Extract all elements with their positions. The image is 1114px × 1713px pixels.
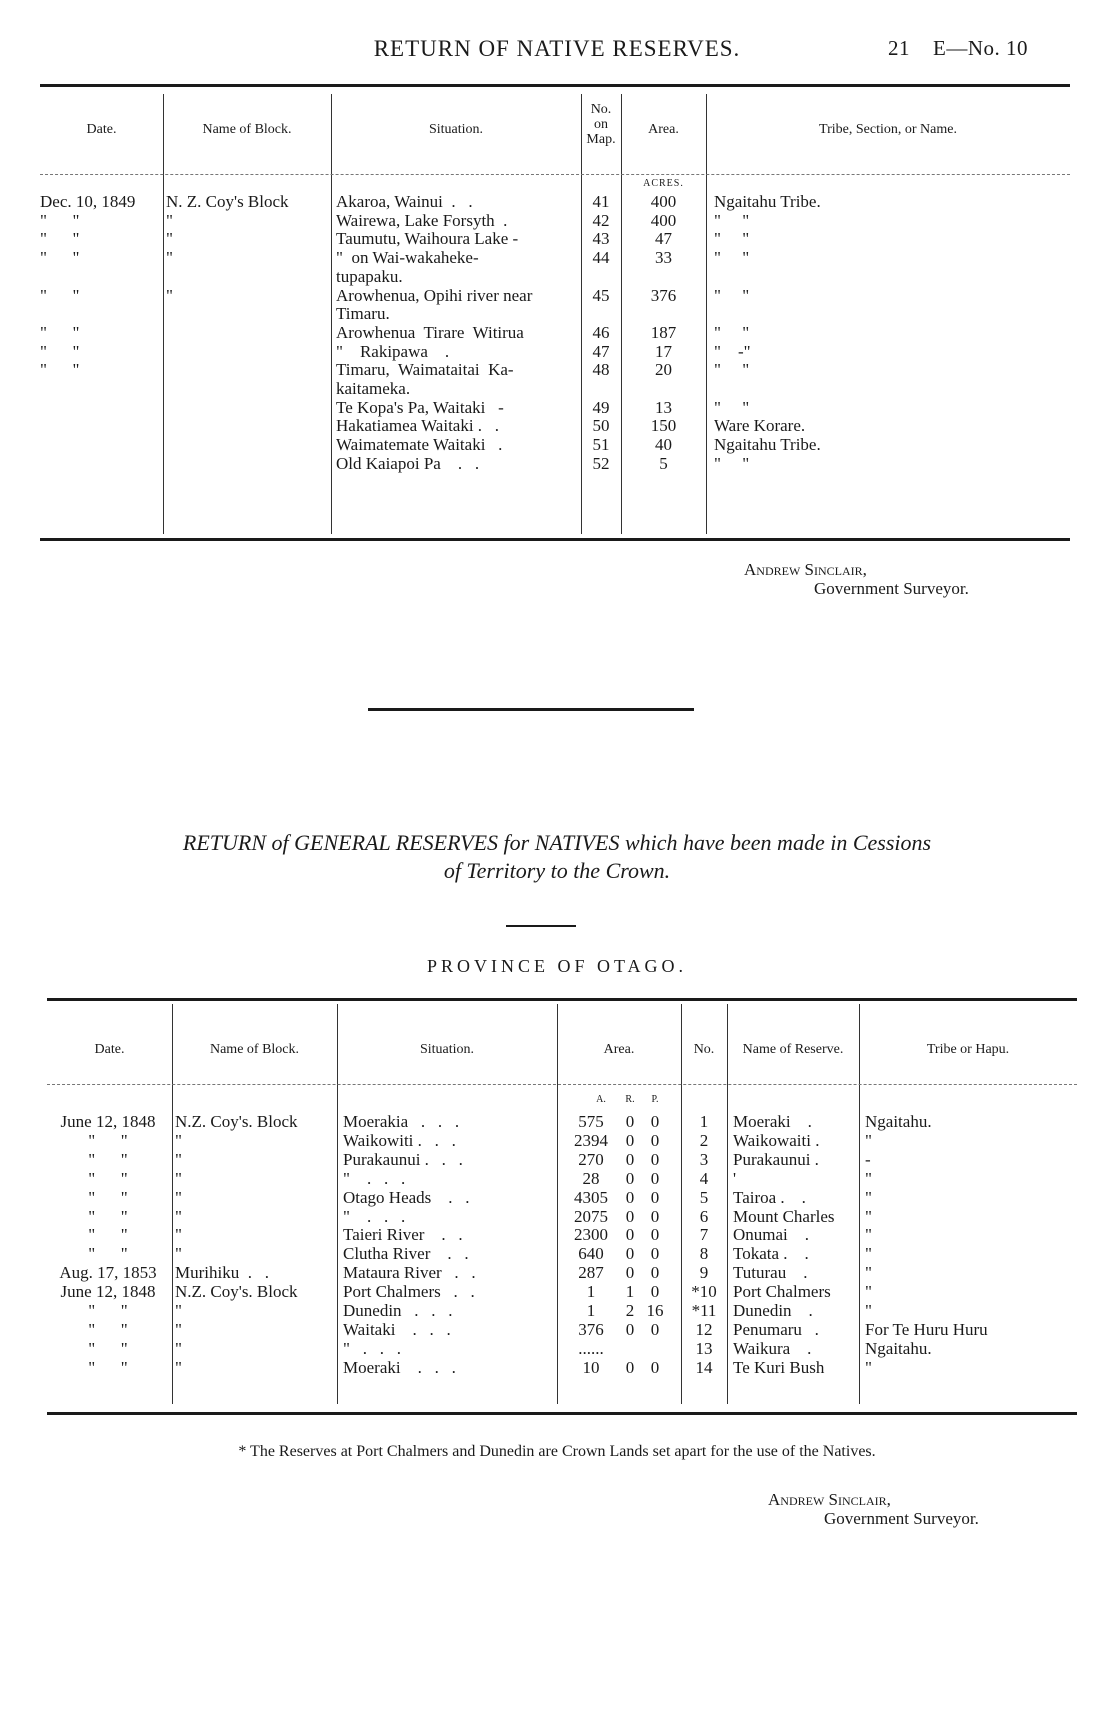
cell-tribe: " bbox=[865, 1282, 872, 1302]
native-reserves-table bbox=[40, 86, 1070, 542]
cell-situation: " . . . bbox=[343, 1206, 406, 1226]
cell-area-roods: 0 bbox=[625, 1168, 635, 1188]
cell-date: " " bbox=[88, 1357, 128, 1377]
cell-block: " bbox=[166, 229, 173, 249]
section2-title-line1: RETURN of GENERAL RESERVES for NATIVES which have been made in Cessions bbox=[182, 830, 932, 855]
cell-area-perches: 0 bbox=[650, 1168, 660, 1188]
cell-situation: Taumutu, Waihoura Lake - bbox=[336, 229, 519, 249]
cell-no: 14 bbox=[695, 1357, 713, 1377]
table-row bbox=[40, 286, 1070, 306]
cell-area: 150 bbox=[650, 416, 677, 436]
cell-map-no: 51 bbox=[592, 435, 610, 455]
cell-situation: Arowhenua Tirare Witirua bbox=[336, 322, 524, 342]
cell-no: 3 bbox=[699, 1149, 709, 1169]
cell-block: " bbox=[175, 1301, 182, 1320]
cell-block: " bbox=[175, 1149, 182, 1169]
cell-no: 6 bbox=[699, 1206, 709, 1226]
col-header-situation: Situation. bbox=[419, 1042, 475, 1057]
cell-map-no: 47 bbox=[592, 341, 610, 361]
cell-tribe: " bbox=[865, 1357, 872, 1377]
cell-block: " bbox=[175, 1206, 182, 1226]
cell-area: 5 bbox=[659, 453, 668, 473]
area-unit-p: P. bbox=[651, 1094, 659, 1105]
cell-area-acres: 2075 bbox=[574, 1206, 608, 1226]
cell-situation: Wairewa, Lake Forsyth . bbox=[336, 210, 508, 230]
cell-area-acres: 2394 bbox=[574, 1130, 608, 1150]
cell-tribe: Ware Korare. bbox=[714, 416, 806, 436]
cell-situation: Port Chalmers . . bbox=[343, 1282, 475, 1302]
cell-situation: Te Kopa's Pa, Waitaki - bbox=[336, 397, 504, 417]
table-row bbox=[47, 1169, 1077, 1189]
area-unit-a: A. bbox=[596, 1094, 606, 1105]
cell-block: Murihiku . . bbox=[175, 1263, 269, 1283]
cell-date: " " bbox=[40, 248, 80, 268]
cell-date: " " bbox=[88, 1244, 128, 1264]
cell-reserve: Dunedin . bbox=[733, 1301, 813, 1320]
col-header-block: Name of Block. bbox=[209, 1042, 300, 1057]
cell-date: " " bbox=[88, 1187, 128, 1207]
cell-block: " bbox=[175, 1338, 182, 1358]
cell-area-roods: 0 bbox=[625, 1149, 635, 1169]
col-header-reserve: Name of Reserve. bbox=[742, 1042, 844, 1057]
cell-area: 33 bbox=[655, 248, 672, 268]
col-header-date: Date. bbox=[94, 1042, 125, 1057]
cell-date: " " bbox=[40, 229, 80, 249]
table-row bbox=[47, 1263, 1077, 1283]
cell-situation: Hakatiamea Waitaki . . bbox=[336, 416, 500, 436]
cell-situation: Taieri River . . bbox=[343, 1225, 463, 1245]
table-row bbox=[47, 1320, 1077, 1340]
cell-area-perches: 0 bbox=[650, 1130, 660, 1150]
area-unit-r: R. bbox=[625, 1094, 635, 1105]
table-row bbox=[47, 1358, 1077, 1378]
table-row bbox=[40, 248, 1070, 268]
cell-reserve: Mount Charles bbox=[733, 1206, 835, 1226]
table-row bbox=[47, 1150, 1077, 1170]
cell-date: " " bbox=[40, 360, 80, 380]
cell-date: " " bbox=[40, 210, 80, 230]
footnote: * The Reserves at Port Chalmers and Dunedin are Crown Lands set apart for the use of the Natives. bbox=[238, 1443, 876, 1460]
cell-area-perches: 0 bbox=[650, 1282, 660, 1302]
signature-name-2: Andrew Sinclair, bbox=[768, 1490, 891, 1509]
table1-bottom-rule bbox=[40, 538, 1070, 541]
cell-no: 7 bbox=[699, 1225, 709, 1245]
col-header-tribe: Tribe or Hapu. bbox=[926, 1042, 1010, 1057]
col-header-tribe: Tribe, Section, or Name. bbox=[819, 122, 957, 137]
cell-area-roods: 0 bbox=[625, 1130, 635, 1150]
cell-reserve: Waikowaiti . bbox=[733, 1130, 820, 1150]
cell-reserve: Waikura . bbox=[733, 1338, 812, 1358]
cell-reserve: Purakaunui . bbox=[733, 1149, 819, 1169]
table-row bbox=[40, 435, 1070, 455]
col-header-no-line3: Map. bbox=[586, 132, 616, 147]
header-title: RETURN OF NATIVE RESERVES. bbox=[373, 36, 741, 61]
cell-situation: Mataura River . . bbox=[343, 1263, 476, 1283]
cell-area: 17 bbox=[655, 341, 672, 361]
cell-area: 47 bbox=[655, 229, 672, 249]
cell-tribe: " " bbox=[714, 322, 750, 342]
cell-area: 400 bbox=[650, 192, 677, 211]
cell-map-no: 42 bbox=[592, 210, 610, 230]
cell-map-no: 46 bbox=[592, 322, 610, 342]
section-separator bbox=[368, 708, 694, 711]
cell-reserve: Onumai . bbox=[733, 1225, 810, 1245]
cell-map-no: 52 bbox=[592, 453, 610, 473]
signature-title-1: Government Surveyor. bbox=[814, 579, 969, 598]
col-header-no-line2: on bbox=[594, 117, 608, 132]
cell-tribe: " " bbox=[714, 360, 750, 380]
col-header-date: Date. bbox=[86, 122, 117, 137]
cell-tribe: " bbox=[865, 1244, 872, 1264]
cell-date: " " bbox=[88, 1225, 128, 1245]
cell-no: *11 bbox=[691, 1301, 717, 1320]
cell-no: 2 bbox=[699, 1130, 709, 1150]
cell-date: June 12, 1848 bbox=[60, 1282, 156, 1302]
cell-area-acres: 1 bbox=[586, 1282, 596, 1302]
cell-tribe: " " bbox=[714, 397, 750, 417]
cell-area: 13 bbox=[655, 397, 672, 417]
cell-block: N.Z. Coy's. Block bbox=[175, 1112, 298, 1131]
province-heading: PROVINCE OF OTAGO. bbox=[426, 956, 688, 976]
cell-tribe: " " bbox=[714, 210, 750, 230]
header-divider bbox=[47, 1084, 1077, 1085]
cell-area-perches: 0 bbox=[650, 1206, 660, 1226]
table-row bbox=[40, 323, 1070, 343]
short-title-rule bbox=[506, 925, 576, 927]
col-header-situation: Situation. bbox=[428, 122, 484, 137]
cell-area-acres: 4305 bbox=[574, 1187, 608, 1207]
cell-tribe: Ngaitahu Tribe. bbox=[714, 435, 821, 455]
cell-situation: tupapaku. bbox=[336, 266, 403, 286]
table-row bbox=[47, 1244, 1077, 1264]
cell-tribe: Ngaitahu. bbox=[865, 1338, 932, 1358]
cell-no: 13 bbox=[695, 1338, 713, 1358]
cell-situation: kaitameka. bbox=[336, 379, 411, 398]
cell-date: " " bbox=[40, 285, 80, 305]
cell-map-no: 44 bbox=[592, 248, 610, 268]
cell-area-acres: 2300 bbox=[574, 1225, 608, 1245]
cell-area-perches: 0 bbox=[650, 1244, 660, 1264]
signature-block-1 bbox=[744, 560, 1044, 599]
cell-area-perches: 0 bbox=[650, 1319, 660, 1339]
cell-no: 9 bbox=[699, 1263, 709, 1283]
col-header-no-line1: No. bbox=[590, 102, 612, 117]
cell-no: 12 bbox=[695, 1319, 713, 1339]
header-page-ref: 21 E—No. 10 bbox=[888, 36, 1028, 60]
signature-title-2: Government Surveyor. bbox=[824, 1509, 979, 1528]
table-row bbox=[47, 1207, 1077, 1227]
cell-situation: Arowhenua, Opihi river near bbox=[336, 285, 533, 305]
table-row bbox=[47, 1225, 1077, 1245]
cell-area-perches: 0 bbox=[650, 1263, 660, 1283]
table-row bbox=[47, 1188, 1077, 1208]
cell-no: 8 bbox=[699, 1244, 709, 1264]
cell-date: " " bbox=[88, 1319, 128, 1339]
cell-area-acres: 640 bbox=[578, 1244, 604, 1264]
cell-area-acres: 10 bbox=[582, 1357, 600, 1377]
cell-no: 5 bbox=[699, 1187, 709, 1207]
cell-area-roods: 0 bbox=[625, 1112, 635, 1131]
cell-situation: Otago Heads . . bbox=[343, 1187, 470, 1207]
cell-reserve: Te Kuri Bush bbox=[733, 1357, 825, 1377]
cell-map-no: 43 bbox=[592, 229, 610, 249]
cell-area-acres: 575 bbox=[578, 1112, 604, 1131]
table-row bbox=[40, 229, 1070, 249]
cell-area-perches: 0 bbox=[650, 1112, 660, 1131]
cell-map-no: 45 bbox=[592, 285, 610, 305]
cell-tribe: " bbox=[865, 1187, 872, 1207]
cell-tribe: Ngaitahu. bbox=[865, 1112, 932, 1131]
section2-title-line2: of Territory to the Crown. bbox=[443, 858, 671, 883]
cell-area-roods: 0 bbox=[625, 1244, 635, 1264]
cell-tribe: " -" bbox=[714, 341, 751, 361]
cell-block: " bbox=[175, 1187, 182, 1207]
cell-area-acres: 270 bbox=[578, 1149, 604, 1169]
cell-block: " bbox=[166, 285, 173, 305]
cell-situation: Old Kaiapoi Pa . . bbox=[336, 453, 480, 473]
cell-reserve: Tuturau . bbox=[733, 1263, 808, 1283]
cell-area: 40 bbox=[655, 435, 672, 455]
cell-reserve: Tokata . . bbox=[733, 1244, 809, 1264]
cell-map-no: 48 bbox=[592, 360, 610, 380]
cell-area-roods: 0 bbox=[625, 1357, 635, 1377]
cell-area-roods: 0 bbox=[625, 1263, 635, 1283]
cell-area: 187 bbox=[650, 322, 677, 342]
cell-tribe: " " bbox=[714, 229, 750, 249]
table-row bbox=[40, 379, 1070, 399]
cell-date: " " bbox=[88, 1206, 128, 1226]
table-row bbox=[40, 454, 1070, 474]
table-row bbox=[40, 398, 1070, 418]
cell-block: " bbox=[175, 1319, 182, 1339]
cell-reserve: ' bbox=[733, 1168, 737, 1188]
cell-area-roods: 0 bbox=[625, 1187, 635, 1207]
cell-block: N.Z. Coy's. Block bbox=[175, 1282, 298, 1302]
signature-name-1: Andrew Sinclair, bbox=[744, 560, 867, 579]
cell-block: " bbox=[166, 210, 173, 230]
cell-area-perches: 0 bbox=[650, 1357, 660, 1377]
cell-situation: " on Wai-wakaheke- bbox=[336, 248, 479, 268]
header-divider bbox=[40, 174, 1070, 175]
cell-tribe: " bbox=[865, 1168, 872, 1188]
cell-block: N. Z. Coy's Block bbox=[166, 192, 289, 211]
cell-area-acres: 1 bbox=[586, 1301, 596, 1320]
table-row bbox=[40, 192, 1070, 212]
table-row bbox=[47, 1131, 1077, 1151]
cell-date: " " bbox=[88, 1168, 128, 1188]
cell-tribe: " bbox=[865, 1263, 872, 1283]
area-unit-label: ACRES. bbox=[643, 178, 684, 189]
cell-tribe: " " bbox=[714, 453, 750, 473]
cell-tribe: " " bbox=[714, 285, 750, 305]
table-row bbox=[40, 416, 1070, 436]
cell-tribe: - bbox=[865, 1149, 871, 1169]
table-row bbox=[40, 211, 1070, 231]
cell-tribe: " bbox=[865, 1301, 872, 1320]
cell-area-roods: 1 bbox=[625, 1282, 635, 1302]
cell-area-perches: 0 bbox=[650, 1225, 660, 1245]
cell-block: " bbox=[175, 1357, 182, 1377]
cell-date: Dec. 10, 1849 bbox=[40, 192, 136, 211]
cell-date: June 12, 1848 bbox=[60, 1112, 156, 1131]
cell-block: " bbox=[175, 1225, 182, 1245]
col-header-block: Name of Block. bbox=[202, 122, 292, 137]
cell-area-perches: 0 bbox=[650, 1149, 660, 1169]
cell-date: " " bbox=[88, 1149, 128, 1169]
cell-situation: Clutha River . . bbox=[343, 1244, 469, 1264]
cell-tribe: For Te Huru Huru bbox=[865, 1319, 988, 1339]
col-header-no: No. bbox=[693, 1042, 715, 1057]
cell-area: 20 bbox=[655, 360, 672, 380]
cell-situation: " Rakipawa . bbox=[336, 341, 450, 361]
cell-situation: " . . . bbox=[343, 1168, 406, 1188]
table2-bottom-rule bbox=[47, 1412, 1077, 1415]
cell-area-roods: 2 bbox=[625, 1301, 635, 1320]
cell-situation: Moeraki . . . bbox=[343, 1357, 456, 1377]
cell-area: 400 bbox=[650, 210, 677, 230]
cell-date: " " bbox=[88, 1301, 128, 1320]
cell-block: " bbox=[175, 1130, 182, 1150]
table-row bbox=[40, 267, 1070, 287]
cell-tribe: " bbox=[865, 1206, 872, 1226]
cell-tribe: Ngaitahu Tribe. bbox=[714, 192, 821, 211]
cell-tribe: " bbox=[865, 1225, 872, 1245]
cell-area-perches: 0 bbox=[650, 1187, 660, 1207]
cell-map-no: 41 bbox=[592, 192, 610, 211]
cell-situation: Akaroa, Wainui . . bbox=[336, 192, 473, 211]
cell-date: " " bbox=[88, 1338, 128, 1358]
running-header bbox=[0, 36, 1114, 66]
cell-no: 4 bbox=[699, 1168, 709, 1188]
cell-area-acres: 28 bbox=[582, 1168, 600, 1188]
table-row bbox=[40, 304, 1070, 324]
cell-date: " " bbox=[40, 322, 80, 342]
cell-reserve: Port Chalmers bbox=[733, 1282, 831, 1302]
cell-area-acres: ...... bbox=[578, 1338, 604, 1358]
general-reserves-table bbox=[47, 1000, 1077, 1420]
table-row bbox=[40, 342, 1070, 362]
table-row bbox=[47, 1339, 1077, 1359]
cell-area-roods: 0 bbox=[625, 1225, 635, 1245]
cell-area: 376 bbox=[650, 285, 677, 305]
cell-area-roods: 0 bbox=[625, 1206, 635, 1226]
cell-date: " " bbox=[88, 1130, 128, 1150]
cell-situation: Waitaki . . . bbox=[343, 1319, 451, 1339]
cell-situation: Timaru. bbox=[336, 304, 390, 324]
table-row bbox=[47, 1301, 1077, 1321]
cell-situation: Purakaunui . . . bbox=[343, 1149, 463, 1169]
cell-date: " " bbox=[40, 341, 80, 361]
cell-tribe: " bbox=[865, 1130, 872, 1150]
cell-situation: Dunedin . . . bbox=[343, 1301, 453, 1320]
table-row bbox=[47, 1282, 1077, 1302]
cell-area-roods: 0 bbox=[625, 1319, 635, 1339]
cell-reserve: Tairoa . . bbox=[733, 1187, 806, 1207]
table-row bbox=[47, 1112, 1077, 1132]
cell-map-no: 49 bbox=[592, 397, 610, 417]
cell-block: " bbox=[175, 1244, 182, 1264]
cell-situation: Moerakia . . . bbox=[343, 1112, 460, 1131]
table-row bbox=[40, 360, 1070, 380]
cell-situation: Waikowiti . . . bbox=[343, 1130, 456, 1150]
cell-map-no: 50 bbox=[592, 416, 610, 436]
cell-area-acres: 287 bbox=[578, 1263, 604, 1283]
col-header-no-on-map bbox=[581, 102, 621, 147]
cell-no: 1 bbox=[699, 1112, 709, 1131]
cell-date: Aug. 17, 1853 bbox=[59, 1263, 157, 1283]
cell-block: " bbox=[166, 248, 173, 268]
cell-tribe: " " bbox=[714, 248, 750, 268]
cell-situation: Timaru, Waimataitai Ka- bbox=[336, 360, 514, 380]
col-header-area: Area. bbox=[648, 122, 679, 137]
col-header-area: Area. bbox=[603, 1042, 635, 1057]
cell-reserve: Penumaru . bbox=[733, 1319, 819, 1339]
cell-situation: Waimatemate Waitaki . bbox=[336, 435, 503, 455]
cell-situation: " . . . bbox=[343, 1338, 401, 1358]
cell-area-perches: 16 bbox=[646, 1301, 664, 1320]
signature-block-2 bbox=[768, 1490, 1068, 1529]
cell-reserve: Moeraki . bbox=[733, 1112, 812, 1131]
cell-no: *10 bbox=[691, 1282, 717, 1302]
cell-area-acres: 376 bbox=[578, 1319, 604, 1339]
cell-block: " bbox=[175, 1168, 182, 1188]
